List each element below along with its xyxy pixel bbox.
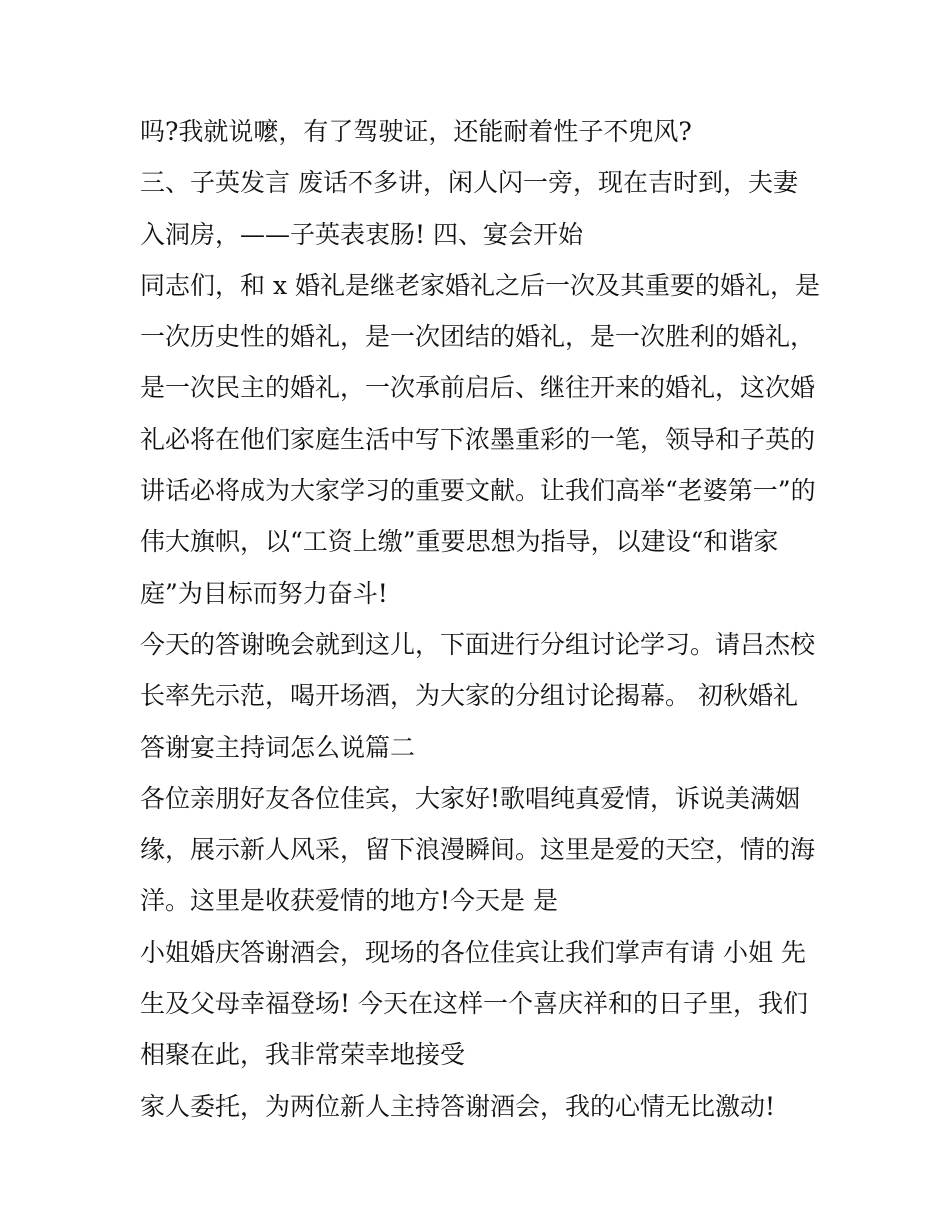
text-line: 各位亲朋好友各位佳宾，大家好!歌唱纯真爱情，诉说美满姻 [140, 783, 801, 813]
text-line: 礼必将在他们家庭生活中写下浓墨重彩的一笔，领导和子英的 [140, 424, 816, 454]
text-line: 伟大旗帜，以“工资上缴”重要思想为指导，以建设“和谐家 [140, 527, 779, 557]
text-line: 是一次民主的婚礼，一次承前启后、继往开来的婚礼，这次婚 [140, 373, 816, 403]
text-line: 生及父母幸福登场! 今天在这样一个喜庆祥和的日子里，我们 [140, 989, 808, 1019]
text-line: 家人委托，为两位新人主持答谢酒会，我的心情无比激动! [140, 1091, 776, 1121]
text-line: 一次历史性的婚礼，是一次团结的婚礼，是一次胜利的婚礼， [140, 322, 816, 352]
section-heading: 答谢宴主持词怎么说篇二 [140, 732, 416, 762]
text-line: 入洞房，——子英表衷肠! 四、宴会开始 [140, 219, 583, 249]
text-line: 小姐婚庆答谢酒会，现场的各位佳宾让我们掌声有请 小姐 先 [140, 937, 806, 967]
text-line: 今天的答谢晚会就到这儿，下面进行分组讨论学习。请吕杰校 [140, 629, 816, 659]
text-line: 同志们，和 x 婚礼是继老家婚礼之后一次及其重要的婚礼，是 [140, 270, 820, 300]
text-line: 庭”为目标而努力奋斗! [140, 578, 388, 608]
text-line: 缘，展示新人风采，留下浪漫瞬间。这里是爱的天空，情的海 [140, 835, 816, 865]
body-text [140, 106, 830, 1132]
text-line: 吗?我就说嚒，有了驾驶证，还能耐着性子不兜风? [140, 117, 692, 146]
text-line: 相聚在此，我非常荣幸地接受 [140, 1040, 466, 1070]
text-line: 洋。这里是收获爱情的地方!今天是 是 [140, 886, 558, 916]
text-line: 长率先示范，喝开场酒，为大家的分组讨论揭幕。 初秋婚礼 [140, 681, 798, 711]
text-line: 讲话必将成为大家学习的重要文献。让我们高举“老婆第一”的 [140, 476, 816, 506]
text-line: 三、子英发言 废话不多讲，闲人闪一旁，现在吉时到，夫妻 [140, 168, 798, 198]
